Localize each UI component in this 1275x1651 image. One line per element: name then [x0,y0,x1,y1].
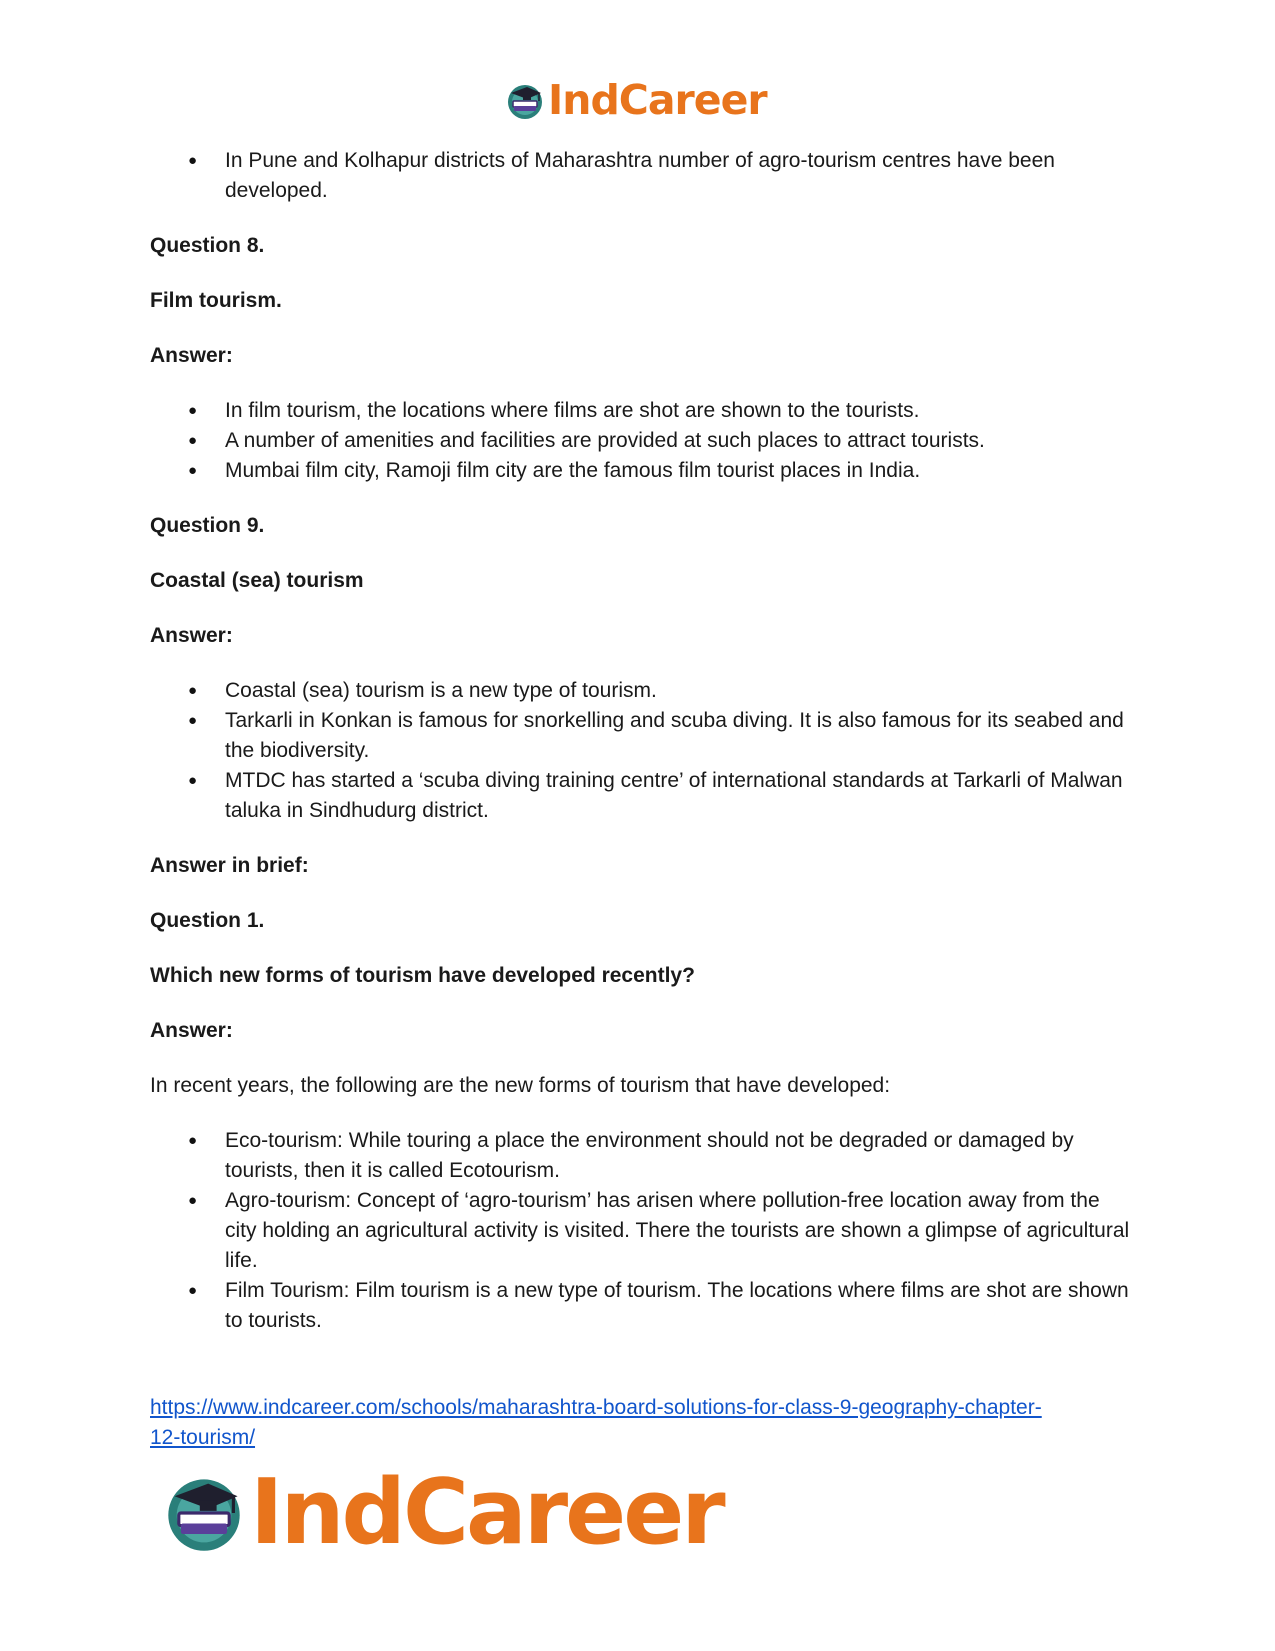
question-title: Film tourism. [150,289,282,312]
answer-label: Answer: [150,624,233,647]
document-body [150,146,1130,1361]
list-item: ● In film tourism, the locations where films are shot are shown to the tourists. [225,396,1130,426]
source-link-line1: https://www.indcareer.com/schools/maharashtra-board-solutions-for-class-9-geography-chapter- [150,1396,1042,1419]
list-item: ● A number of amenities and facilities are provided at such places to attract tourists. [225,426,1130,456]
source-link[interactable] [150,1396,1042,1449]
question-number: Question 8. [150,234,265,257]
answer-label: Answer: [150,344,233,367]
bullet-list [150,676,1130,826]
list-item: ● Coastal (sea) tourism is a new type of tourism. [225,676,1130,706]
brand-wordmark: IndCareer [250,1460,723,1565]
answer-label: Answer: [150,1019,233,1042]
bullet-list [150,396,1130,486]
list-item: ● Mumbai film city, Ramoji film city are the famous film tourist places in India. [225,456,1130,486]
question-title: Coastal (sea) tourism [150,569,364,592]
source-link-block [150,1393,1150,1453]
brand-wordmark: IndCareer [548,76,767,124]
list-item: ● Tarkarli in Konkan is famous for snorkelling and scuba diving. It is also famous for its seabed and the biodiversity. [225,706,1130,766]
question-title: Which new forms of tourism have developed recently? [150,964,695,987]
bullet-list [150,146,1130,206]
bullet-list [150,1126,1130,1336]
source-link-line2: 12-tourism/ [150,1426,256,1449]
list-item: ● Agro-tourism: Concept of ‘agro-tourism’ has arisen where pollution-free location away from the city holding an agricultural activity is visited. There the tourists are shown a glimpse of agricultural life. [225,1186,1130,1276]
header-logo [505,76,767,124]
question-number: Question 9. [150,514,265,537]
paragraph: In recent years, the following are the new forms of tourism that have developed: [150,1074,891,1097]
graduation-book-globe-icon [505,81,545,121]
list-item: ● MTDC has started a ‘scuba diving training centre’ of international standards at Tarkarli of Malwan taluka in Sindhudurg district. [225,766,1130,826]
list-item: ● Film Tourism: Film tourism is a new type of tourism. The locations where films are shot are shown to tourists. [225,1276,1130,1336]
list-item: ● Eco-tourism: While touring a place the environment should not be degraded or damaged by tourists, then it is called Ecotourism. [225,1126,1130,1186]
question-number: Question 1. [150,909,265,932]
footer-logo [162,1460,723,1565]
graduation-book-globe-icon [162,1471,246,1555]
answer-label: Answer in brief: [150,854,309,877]
list-item: ● In Pune and Kolhapur districts of Maharashtra number of agro-tourism centres have been developed. [225,146,1130,206]
